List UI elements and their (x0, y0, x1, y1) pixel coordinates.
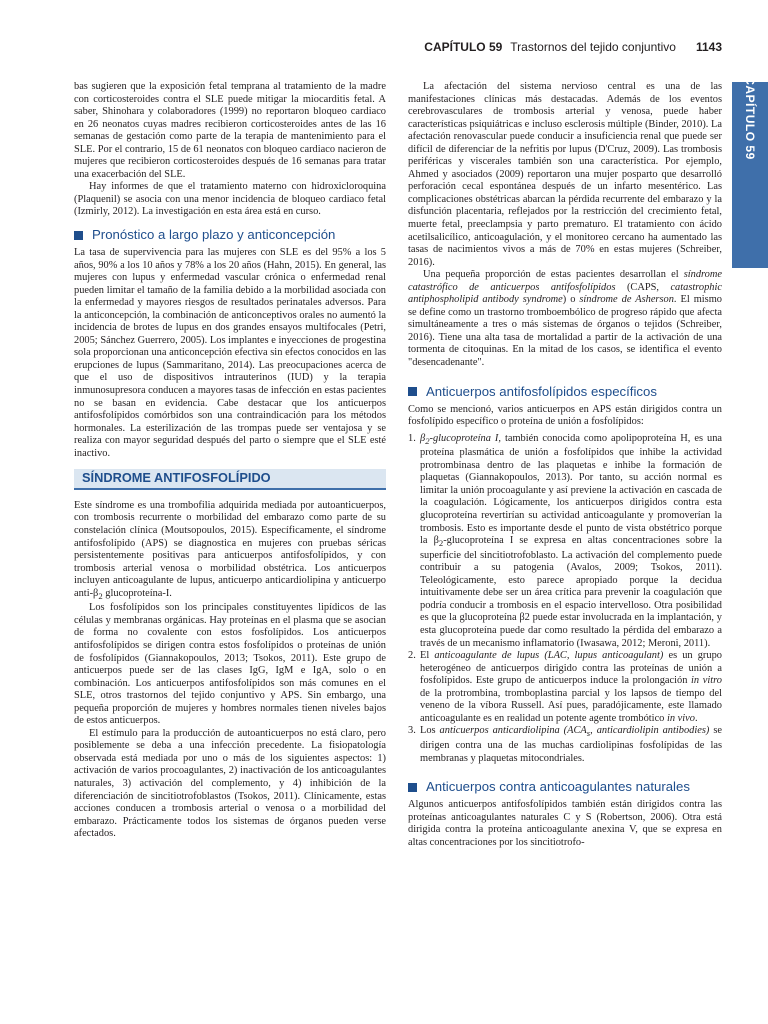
paragraph: Como se mencionó, varios anticuerpos en APS están dirigidos contra un fosfolípido específico o proteína de unión a fosfolípidos: (408, 403, 722, 428)
right-column (408, 81, 722, 849)
heading-text: Anticuerpos antifosfolípidos específicos (426, 383, 657, 399)
left-column (74, 81, 386, 841)
paragraph: bas sugieren que la exposición fetal temprana al tratamiento de la madre con corticosteroides contra el SLE puede mitigar la miocarditis fetal. A saber, Shinohara y colaboradores (1999) no reportaron bloqueo cardiaco en 26 neonatos cuyas madres recibieron corticosteroides antes de las 16 semanas de gestación como parte de la terapia de mantenimiento para el SLE. Por el contrario, 15 de 61 neonatos con bloqueo cardiaco nacieron de mujeres que recibieron corticosteroides después de 16 semanas para tratar una exacerbación del SLE. (74, 81, 386, 180)
section-banner-sindrome: SÍNDROME ANTIFOSFOLÍPIDO (74, 469, 386, 490)
list-item: 2. El anticoagulante de lupus (LAC, lupus anticoagulant) es un grupo heterogéneo de anticuerpos dirigido contra las proteínas de unión a fosfolípidos. Este grupo de anticuerpos induce la prolongación in vitro de la protrombina, tromboplastina parcial y los lapsos de tiempo del veneno de la víbora Russell. Así pues, paradójicamente, este llamado anticoagulante es en realidad un potente agente trombótico in vivo. (408, 650, 722, 724)
paragraph: Los fosfolípidos son los principales constituyentes lipídicos de las células y membranas orgánicas. Hay proteínas en el plasma que se asocian de forma no covalente con estos fosfolípidos. Los anticuerpos antifosfolípidos se dirigen contra estos fosfolípidos o proteínas de unión de fosfolípidos (Giannakopoulos, 2013; Tsokos, 2011). Este grupo de anticuerpos puede ser de las clases IgG, IgM e IgA, solo o en combinación. Los anticuerpos antifosfolípidos son más comunes en el SLE, otros trastornos del tejido conjuntivo y APS. Sin embargo, una pequeña proporción de mujeres y hombres normales tienen niveles bajos de estos anticuerpos. (74, 602, 386, 727)
paragraph: Una pequeña proporción de estas pacientes desarrollan el síndrome catastrófico de anticuerpos antifosfolípidos (CAPS, catastrophic antiphospholipid antibody syndrome) o síndrome de Asherson. El mismo se define como un trastorno tromboembólico de progreso rápido que afecta simultáneamente a tres o más sistemas de órganos o tejidos (Schreiber, 2016). Tiene una alta tasa de mortalidad a partir de la activación de una tormenta de citoquinas. En la mitad de los casos, se identifica el evento "desencadenante". (408, 269, 722, 369)
chapter-side-tab-label: CAPÍTULO 59 (743, 76, 757, 160)
paragraph: El estímulo para la producción de autoanticuerpos no está claro, pero posiblemente se deba a una infección precedente. La fisiopatología observada está mediada por uno o más de los siguientes aspectos: 1) activación de varios procoagulantes, 2) inactivación de los anticoagulantes naturales, 3) activación del complemento, y 4) inhibición de la diferenciación de sincitiotrofoblastos (Tsokos, 2011). Clínicamente, estas acciones conducen a trombosis arterial o venosa o a morbilidad del embarazo. Prácticamente todos los sistemas de órganos pueden verse afectados. (74, 727, 386, 840)
square-bullet-icon (74, 231, 83, 240)
list-item: 3. Los anticuerpos anticardiolipina ($ACA_s$, anticardiolipin antibodies) se dirigen contra una de las muchas cardiolipinas fosfolípidas de las membranas y plaquetas mitocondriales. (408, 725, 722, 764)
section-heading-especificos (408, 384, 722, 400)
heading-text: Pronóstico a largo plazo y anticoncepción (92, 227, 336, 243)
paragraph: Hay informes de que el tratamiento materno con hidroxicloroquina (Plaquenil) se asocia con una menor incidencia de bloqueo cardiaco fetal (Izmirly, 2012). La investigación en esta área está en curso. (74, 181, 386, 218)
chapter-title: Trastornos del tejido conjuntivo (510, 40, 676, 54)
paragraph: Algunos anticuerpos antifosfolípidos también están dirigidos contra las proteínas anticoagulantes naturales C y S (Robertson, 2006). Otra está dirigida contra la proteína anticoagulante anexina V, que se expresa en altas concentraciones por los sincitiotrofo- (408, 799, 722, 848)
paragraph: La tasa de supervivencia para las mujeres con SLE es del 95% a los 5 años, 90% a los 10 años y 78% a los 20 años (Hahn, 2015). En general, las mujeres con lupus y enfermedad vascular crónica o enfermedad renal pueden limitar el tamaño de la familia debido a la morbilidad asociada con la enfermedad y mayores riesgos de resultados perinatales adversos. Para la anticoncepción, la combinación de anticonceptivos orales no aumentó la incidencia de brotes de lupus en dos grandes ensayos multifocales (Petri, 2005; Sánchez Guerrero, 2005). Los implantes e inyecciones de progestina sola proporcionan una anticoncepción efectiva sin efectos conocidos en las erupciones de lupus (Sammaritano, 2014). Las preocupaciones acerca de que el uso de dispositivos intrauterinos (IUD) y la terapia inmunosupresora conducen a mayores tasas de infección en estas pacientes no se basan en evidencia. Cabe destacar que los anticuerpos antifosfolípidos comórbidos son una contraindicación para los métodos hormonales. La esterilización de las trompas puede ser ventajosa y se realiza con mayor seguridad después del parto o siempre que el SLE esté inactivo. (74, 247, 386, 459)
chapter-label: CAPÍTULO 59 (424, 40, 503, 54)
section-heading-pronostico (74, 227, 386, 243)
square-bullet-icon (408, 783, 417, 792)
page-number: 1143 (695, 40, 722, 54)
heading-text: Anticuerpos contra anticoagulantes naturales (426, 779, 690, 795)
square-bullet-icon (408, 387, 417, 396)
section-heading-naturales (408, 779, 722, 795)
paragraph: Este síndrome es una trombofilia adquirida mediada por autoanticuerpos, con trombosis recurrente o morbilidad del embarazo como parte de su constelación clínica (Moutsopoulos, 2015). Específicamente, el síndrome antifosfolípido (APS) se diagnostica en mujeres con pruebas séricas persistentemente positivas para anticuerpos antifosfolípidos, y con trombosis arterial venosa o morbilidad obstétrica. Los anticuerpos incluyen anticoagulante de lupus, anticuerpo anticardiolipina y anticuerpo anti-$\beta_2$ glucoproteína-I. (74, 499, 386, 601)
paragraph: La afectación del sistema nervioso central es una de las manifestaciones clínicas más destacadas. Además de los eventos cerebrovasculares de trombosis arterial y venosa, puede haber características psiquiátricas e incluso esclerosis múltiple (Binder, 2010). La afectación renovascular puede conducir a insuficiencia renal que puede ser difícil de diferenciar de la nefritis por lupus (D'Cruz, 2009). Las trombosis periféricas y viscerales también son una característica. Por ejemplo, Ahmed y asociados (2009) reportaron una mujer posparto que desarrolló perforación cecal espontánea después de un infarto mesentérico. Las complicaciones obstétricas abarcan la pérdida recurrente del embarazo y la disfunción placentaria, reflejados por la restricción del crecimiento fetal, muerte fetal, preeclampsia y parto prematuro. El tratamiento con ácido acetilsalicílico, anticoagulación, y el monitoreo cercano ha aumentado las tasas de nacimientos vivos a más de 70% en estas mujeres (Schreiber, 2016). (408, 81, 722, 268)
running-header (400, 40, 722, 60)
list-item: 1. $\beta_2$-glucoproteína I, también conocida como apolipoproteína H, es una proteína plasmática de unión a fosfolípidos que inhibe la actividad protrombinasa dentro de las plaquetas e inhibe la formación de plaquetas (Giannakopoulos, 2013). Por tanto, su acción normal es limitar la unión procoagulante y así previene la activación en cascada de la coagulación. Lógicamente, los anticuerpos dirigidos contra esta glucoproteína revertirían su actividad anticoagulante y promoverían la trombosis. Esto es importante desde el punto de vista obstétrico porque la $\beta_2$-glucoproteína I se expresa en altas concentraciones sobre la superficie del sincitiotrofoblasto. La activación del complemento puede contribuir a su patogenia (Avalos, 2009; Tsokos, 2011). Teleológicamente, esto parece apropiado porque la decidua intuitivamente debe ser un área crítica para prevenir la coagulación que podría conducir a trombosis en el espacio intervelloso. Otra posibilidad es que la glucoproteína β2 puede estar involucrada en la implantación, y esta glucoproteína puede dar como resultado la pérdida del embarazo a través de un mecanismo inflamatorio (Iwasawa, 2012; Meroni, 2011). (408, 432, 722, 649)
